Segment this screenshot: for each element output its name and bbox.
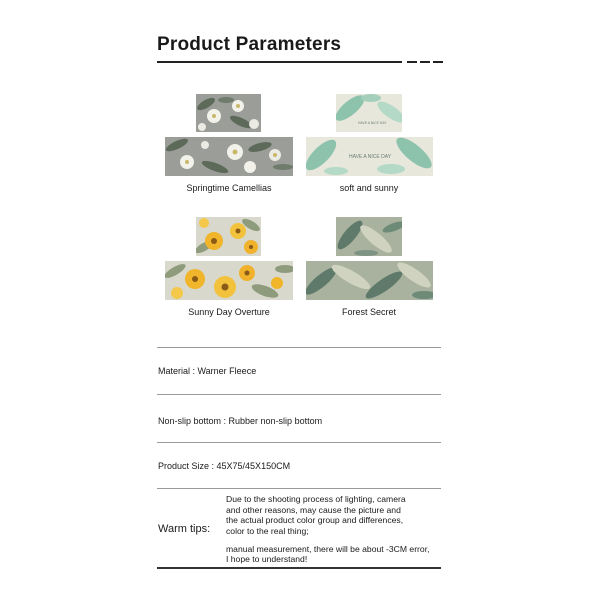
warm-tip-line: and other reasons, may cause the picture and	[226, 505, 401, 515]
warm-tips-label: Warm tips:	[158, 523, 211, 535]
product-name: Sunny Day Overture	[188, 307, 270, 317]
leaf-pattern	[306, 137, 433, 176]
divider	[157, 488, 441, 489]
product-image-small	[336, 94, 402, 132]
warm-tip-line: Due to the shooting process of lighting, camera	[226, 494, 406, 504]
product-image-large	[165, 261, 293, 300]
material-param: Material : Warner Fleece	[158, 366, 257, 376]
camellia-pattern	[165, 137, 293, 176]
warm-tip-line: I hope to understand!	[226, 554, 308, 564]
sunflower-pattern	[165, 261, 293, 300]
product-name: Springtime Camellias	[186, 183, 272, 193]
title-underline	[157, 61, 402, 63]
product-image-large	[306, 261, 433, 300]
page-title: Product Parameters	[157, 34, 342, 55]
divider	[157, 442, 441, 443]
product-image-small	[196, 217, 261, 256]
warm-tip-line: color to the real thing;	[226, 526, 309, 536]
decorative-text: HAVE A NICE DAY	[358, 121, 387, 125]
divider	[157, 347, 441, 348]
warm-tip-line: manual measurement, there will be about -3CM error,	[226, 544, 430, 554]
product-name: soft and sunny	[339, 183, 399, 193]
non-slip-param: Non-slip bottom : Rubber non-slip bottom	[158, 416, 323, 426]
size-param: Product Size : 45X75/45X150CM	[158, 461, 291, 471]
title-dash	[420, 61, 430, 63]
product-image-large	[306, 137, 433, 176]
forest-leaf-pattern	[336, 217, 402, 256]
divider	[157, 394, 441, 395]
product-image-large	[165, 137, 293, 176]
camellia-pattern	[196, 94, 261, 132]
product-image-small	[336, 217, 402, 256]
leaf-pattern	[336, 94, 402, 132]
warm-tip-line: the actual product color group and differences,	[226, 515, 404, 525]
bottom-rule	[157, 567, 441, 569]
decorative-text: HAVE A NICE DAY	[349, 154, 392, 160]
title-dash	[433, 61, 443, 63]
product-image-small	[196, 94, 261, 132]
sunflower-pattern	[196, 217, 261, 256]
forest-leaf-pattern	[306, 261, 433, 300]
title-dash	[407, 61, 417, 63]
product-name: Forest Secret	[341, 307, 397, 317]
